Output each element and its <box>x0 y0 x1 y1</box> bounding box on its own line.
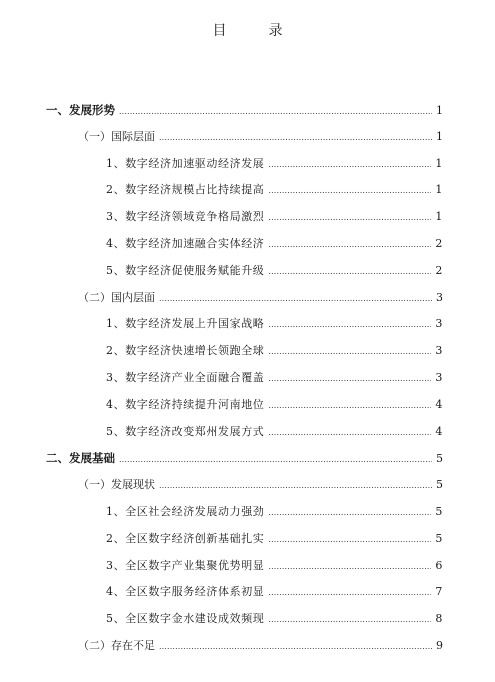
toc-leader-dots <box>159 635 432 659</box>
toc-entry[interactable] <box>106 580 443 604</box>
toc-leader-dots <box>268 153 431 177</box>
toc-page-number: 7 <box>435 585 443 599</box>
toc-entry[interactable] <box>46 446 443 470</box>
toc-leader-dots <box>268 340 431 364</box>
toc-leader-dots <box>268 206 431 230</box>
toc-entry-label: 3、数字经济领域竞争格局激烈 <box>106 210 265 224</box>
toc-leader-dots <box>268 421 431 445</box>
toc-page-number: 1 <box>435 156 443 170</box>
toc-leader-dots <box>159 474 432 498</box>
toc-entry-label: 3、全区数字产业集聚优势明显 <box>106 558 265 572</box>
toc-entry-label: 4、数字经济加速融合实体经济 <box>106 237 265 250</box>
toc-leader-dots <box>268 501 431 525</box>
toc-page-number: 4 <box>435 424 443 438</box>
toc-leader-dots <box>159 126 432 150</box>
toc-entry[interactable] <box>78 286 443 310</box>
toc-page-number: 3 <box>436 290 443 304</box>
toc-entry-label: 一、发展形势 <box>46 103 115 117</box>
toc-entry-label: （二）国内层面 <box>78 290 155 304</box>
toc-page-number: 6 <box>435 558 443 572</box>
toc-entry[interactable] <box>106 178 443 202</box>
toc-entry-label: 4、全区数字服务经济体系初显 <box>106 585 265 599</box>
toc-entry-label: 5、全区数字金水建设成效频现 <box>106 612 265 626</box>
toc-entry-label: 2、数字经济快速增长领跑全球 <box>106 344 265 358</box>
toc-page-number: 1 <box>435 183 443 197</box>
toc-leader-dots <box>268 233 431 257</box>
toc-entry-label: 1、数字经济加速驱动经济发展 <box>106 156 265 170</box>
toc-page-number: 2 <box>435 237 443 250</box>
toc-entry[interactable] <box>106 205 443 229</box>
toc-entry-label: 1、全区社会经济发展动力强劲 <box>106 505 265 518</box>
toc-entry[interactable] <box>106 420 443 444</box>
toc-page-number: 4 <box>435 397 443 411</box>
toc-entry-label: 4、数字经济持续提升河南地位 <box>106 397 265 411</box>
toc-entry-label: 5、数字经济改变郑州发展方式 <box>106 424 265 438</box>
toc-entry-label: 2、数字经济规模占比持续提高 <box>106 183 265 197</box>
toc-page-number: 3 <box>435 344 443 358</box>
toc-leader-dots <box>268 394 431 418</box>
toc-entry[interactable] <box>46 98 443 122</box>
toc-leader-dots <box>119 448 432 472</box>
toc-entry-label: 二、发展基础 <box>46 451 115 466</box>
toc-entry-label: 2、全区数字经济创新基础扎实 <box>106 531 265 545</box>
toc-entry[interactable] <box>106 607 443 631</box>
toc-entry[interactable] <box>106 232 443 256</box>
toc-leader-dots <box>159 287 432 311</box>
toc-page-number: 5 <box>435 531 443 545</box>
toc-entry[interactable] <box>106 554 443 578</box>
toc-entry[interactable] <box>106 393 443 417</box>
toc-page-number: 2 <box>435 263 443 277</box>
toc-entry-label: （二）存在不足 <box>78 639 155 652</box>
toc-page-number: 3 <box>435 317 443 331</box>
toc-leader-dots <box>268 260 431 284</box>
toc-page-number: 5 <box>435 505 443 518</box>
toc-leader-dots <box>268 528 431 552</box>
toc-entry[interactable] <box>106 152 443 176</box>
toc-page-number: 1 <box>436 129 443 143</box>
toc-page-number: 5 <box>436 452 443 466</box>
toc-entry[interactable] <box>106 339 443 363</box>
toc-leader-dots <box>268 367 431 391</box>
toc-page-number: 5 <box>436 478 443 492</box>
toc-leader-dots <box>268 608 431 632</box>
toc-leader-dots <box>268 179 431 203</box>
toc-entry[interactable] <box>106 527 443 551</box>
toc-leader-dots <box>119 100 432 124</box>
toc-entry[interactable] <box>106 366 443 390</box>
toc-leader-dots <box>268 581 431 605</box>
toc-entry[interactable] <box>78 125 443 149</box>
toc-entry[interactable] <box>106 259 443 283</box>
toc-page-number: 8 <box>435 612 443 626</box>
toc-entry[interactable] <box>78 634 443 658</box>
toc-entry-label: 3、数字经济产业全面融合覆盖 <box>106 371 265 384</box>
toc-entry-label: （一）发展现状 <box>78 478 155 492</box>
toc-title: 目 录 <box>212 23 297 39</box>
toc-entry[interactable] <box>106 312 443 336</box>
toc-page-number: 1 <box>436 104 443 117</box>
toc-leader-dots <box>268 313 431 337</box>
toc-page-number: 1 <box>435 210 443 224</box>
toc-entry-label: （一）国际层面 <box>78 129 155 143</box>
toc-entry-label: 1、数字经济发展上升国家战略 <box>106 317 265 331</box>
toc-entry[interactable] <box>106 500 443 524</box>
toc-page-number: 9 <box>436 639 443 652</box>
toc-entry-label: 5、数字经济促使服务赋能升级 <box>106 263 265 277</box>
toc-entry[interactable] <box>78 473 443 497</box>
toc-leader-dots <box>268 555 431 579</box>
toc-page-number: 3 <box>435 371 443 384</box>
